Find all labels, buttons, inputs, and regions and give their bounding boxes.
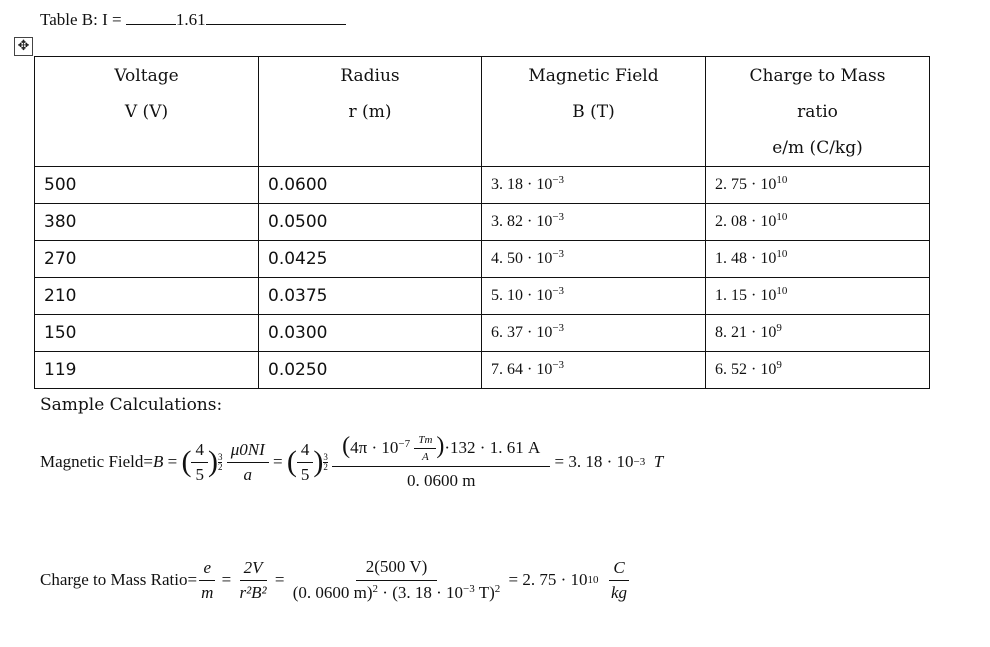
header-line: Charge to Mass [749,66,886,86]
table-row [35,278,930,315]
frac-num: 4 [191,440,208,463]
frac-num: μ0NI [227,440,269,463]
cell-radius: 0.0500 [259,204,482,241]
eq-symbol: B [152,452,164,471]
mantissa: 8. 21 · 10 [715,324,777,341]
sample-calculations-heading: Sample Calculations: [40,395,223,415]
header-line: Radius [340,66,400,86]
frac-den: m [201,582,214,602]
cell-magnetic-field [482,352,706,389]
exponent: 10 [776,174,788,186]
den-sup: 2 [372,583,379,595]
unit-tm-a [414,434,436,463]
num-exp: −7 [398,437,411,450]
fraction-numeric [289,557,505,603]
frac-num: 4 [297,440,314,463]
exponent: 9 [776,359,782,371]
cell-magnetic-field [482,278,706,315]
cell-voltage: 500 [35,167,259,204]
frac-num: 2(500 V) [356,557,438,581]
mantissa: 1. 48 · 10 [715,250,777,267]
header-magnetic-field [482,57,706,167]
fraction-e-m [197,558,217,603]
den-part-b: · (3. 18 · 10 [378,583,464,602]
cell-charge-to-mass [706,204,930,241]
frac-num: 2V [240,558,267,581]
frac-num [332,433,550,468]
pow-num: 3 [323,451,328,462]
unit-den: kg [611,582,628,602]
mantissa: 1. 15 · 10 [715,287,777,304]
header-line: B (T) [572,102,615,122]
power-3-2 [323,453,328,472]
num-expr: 4π · 10 [350,437,399,457]
cell-magnetic-field [482,241,706,278]
data-table [34,56,930,389]
table-header-row [35,57,930,167]
cell-charge-to-mass [706,315,930,352]
eq-label: Charge to Mass Ratio= [40,570,198,589]
exponent: −3 [552,248,565,260]
mantissa: 2. 75 · 10 [715,176,777,193]
table-title [40,10,346,30]
exponent: 9 [776,322,782,334]
cell-magnetic-field [482,167,706,204]
cell-charge-to-mass [706,241,930,278]
num-tail: ·132 · 1. 61 A [444,437,541,457]
cell-charge-to-mass [706,352,930,389]
cell-radius: 0.0425 [259,241,482,278]
table-row [35,204,930,241]
exponent: −3 [552,322,565,334]
cell-radius: 0.0300 [259,315,482,352]
header-voltage [35,57,259,167]
den-sup: 2 [494,583,501,595]
title-underline [126,10,176,25]
paren-close: ) [313,445,324,478]
table-row [35,167,930,204]
exponent: −3 [552,174,565,186]
fraction-4-5 [191,440,208,485]
cell-voltage: 270 [35,241,259,278]
magnetic-field-equation: Magnetic Field= B = ( $\frac{4}{5}$ ) $\frac{3}{2}$ $\frac{\mu 0NI}{a}$ = ( $\frac{4}{5}$ ) $\frac{3}{2}$ ($4\pi \cdot 10^{-7}$ $\frac{Tm}{A}$ )·132 · 1. 61 A 0. 0600 m = 3. 18 · 10 −3 T [40,432,664,491]
cell-radius: 0.0600 [259,167,482,204]
frac-den: 5 [300,464,310,484]
den-part-a: (0. 0600 m) [292,583,373,602]
header-line: ratio [797,102,838,122]
fraction-4-5 [297,440,314,485]
title-prefix: Table B: I = [40,10,126,29]
mantissa: 6. 37 · 10 [491,324,553,341]
exponent: 10 [776,211,788,223]
paren-close: ) [436,432,445,459]
pow-den: 2 [217,461,223,472]
cell-magnetic-field [482,204,706,241]
cell-voltage: 150 [35,315,259,352]
header-line: Voltage [114,66,179,86]
header-line: e/m (C/kg) [772,138,863,158]
cell-radius: 0.0375 [259,278,482,315]
paren-open: ( [181,445,192,478]
paren-open: ( [286,445,297,478]
mantissa: 4. 50 · 10 [491,250,553,267]
mantissa: 5. 10 · 10 [491,287,553,304]
unit-c-kg [607,558,631,603]
cell-voltage: 119 [35,352,259,389]
table-row [35,241,930,278]
mantissa: 6. 52 · 10 [715,361,777,378]
table-row [35,315,930,352]
frac-den: a [243,464,252,484]
mantissa: 3. 18 · 10 [491,176,553,193]
header-line: r (m) [348,102,392,122]
header-charge-to-mass [706,57,930,167]
unit-den: A [421,451,429,464]
fraction-mu0ni-a [227,440,269,485]
table-row [35,352,930,389]
exponent: −3 [552,285,565,297]
mantissa: 7. 64 · 10 [491,361,553,378]
charge-to-mass-equation: Charge to Mass Ratio= $\frac{e}{m}$ = $\frac{2V}{\text{r²B²}}$ = $\frac{2(500 V)}{(0. 0600 m)^2 \cdot (3. 18 \cdot 10^{-3} T)^2}$ = 2. 75 · 10 10 $\frac{C}{kg}$ [40,548,631,612]
exponent: 10 [776,285,788,297]
pow-num: 3 [217,451,223,462]
fraction-2v-r2b2 [235,558,270,603]
header-line: V (V) [124,102,169,122]
cell-voltage: 380 [35,204,259,241]
frac-num: e [199,558,215,581]
table-move-handle-icon[interactable]: ✥ [14,37,33,56]
eq-label: Magnetic Field= [40,452,153,471]
unit-num: C [609,558,628,581]
frac-den [289,581,505,603]
paren-open: ( [342,432,351,459]
cell-radius: 0.0250 [259,352,482,389]
title-underline-tail [206,10,346,25]
den-tail: T) [474,583,495,602]
result-unit: T [653,452,664,471]
paren-close: ) [207,445,218,478]
power-3-2 [218,453,223,472]
result: = 3. 18 · 10 [554,452,634,471]
mantissa: 3. 82 · 10 [491,213,553,230]
den-exp: −3 [463,583,475,595]
cell-magnetic-field [482,315,706,352]
frac-den: r²B² [239,582,267,602]
cell-charge-to-mass [706,278,930,315]
result: = 2. 75 · 10 [508,570,588,589]
frac-den: 5 [195,464,204,484]
pow-den: 2 [323,461,328,472]
header-radius [259,57,482,167]
title-current-value: 1.61 [175,10,206,29]
cell-charge-to-mass [706,167,930,204]
exponent: 10 [776,248,788,260]
exponent: −3 [552,211,565,223]
unit-num: Tm [414,434,436,449]
cell-voltage: 210 [35,278,259,315]
mantissa: 2. 08 · 10 [715,213,777,230]
frac-den: 0. 0600 m [406,471,476,491]
header-line: Magnetic Field [528,66,659,86]
exponent: −3 [552,359,565,371]
fraction-numeric [332,433,550,492]
